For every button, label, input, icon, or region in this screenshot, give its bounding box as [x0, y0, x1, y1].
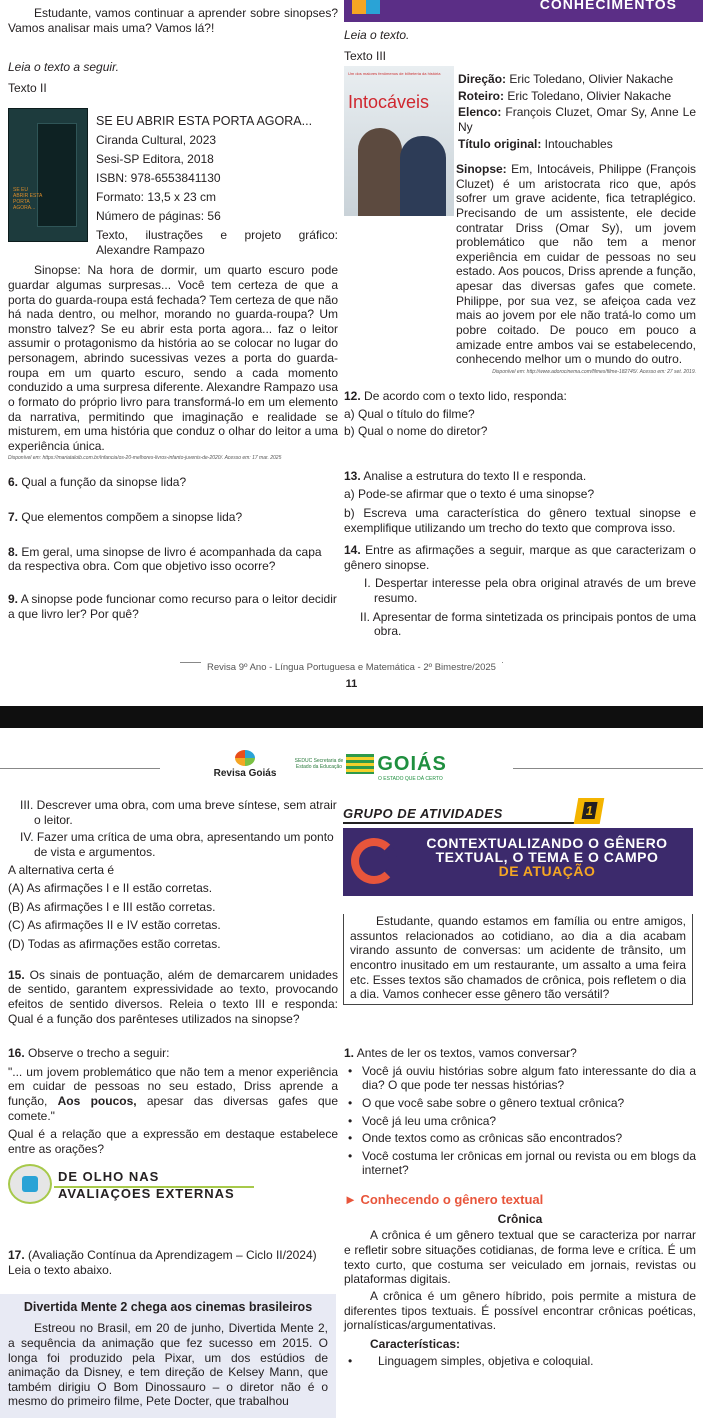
page-footer [0, 662, 703, 674]
question-12-text: De acordo com o texto lido, responda: [364, 388, 567, 403]
direcao-label: Direção: [458, 72, 507, 86]
news-body: Estreou no Brasil, em 20 de junho, Divertida Mente 2, a sequência da animação que fez sucesso em 2015. O longa foi produzido pela Pixar, um dos estúdios de animação da Disney, e tem direção de Kelsey Mann, que também dirigiu O Bom Dinossauro – o diretor não é o mesmo do primeiro filme, Pete Docter, que trabalhou [8, 1321, 328, 1409]
question-9 [8, 592, 338, 621]
revisa-logo-icon [235, 750, 255, 766]
question-8 [8, 545, 338, 574]
quote-part-1: "... um jovem problemático que não tem a menor experiência em cuidar de pessoas no seu estado, Driss aprende a função, [8, 1064, 338, 1108]
banner-title: CONHECIMENTOS [539, 0, 677, 12]
question-13-text: Analise a estrutura do texto II e responda. [363, 468, 587, 483]
cronica-title: Crônica [497, 1211, 543, 1226]
contextualizando-banner [343, 828, 693, 896]
olho-line-1: DE OLHO NAS [58, 1169, 160, 1184]
book-publisher: Ciranda Cultural, 2023 [96, 133, 217, 147]
movie-source: Disponível em: http://www.adorocinema.com/filmes/filme-182745/. Acesso em: 27 set. 2019. [492, 368, 696, 375]
titulo-label: Título original: [458, 136, 542, 151]
question-1-text: Antes de ler os textos, vamos conversar? [356, 1046, 577, 1060]
page2-left-column [8, 798, 338, 1157]
contextualizando-paragraph: Estudante, quando estamos em família ou entre amigos, assuntos relacionados ao cotidiano, ao dia a dia acabam virando assunto de conversas: um acidente de trânsito, um encontro inusitado em um restaurante, um assalto a uma feira etc. Esses textos são chamados de crônica, pois refletem o dia a dia. Vamos conhecer esse gênero tão versátil? [350, 914, 686, 1002]
question-8-text: Em geral, uma sinopse de livro é acompanhada da capa da respectiva obra. Com que objetivo isso ocorre? [8, 544, 322, 574]
question-1 [344, 1046, 696, 1061]
page1-right-column [344, 28, 696, 63]
caracteristica-1: • Linguagem simples, objetiva e coloquial. [344, 1354, 696, 1369]
question-12 [344, 389, 696, 404]
item-iv: IV. Fazer uma crítica de uma obra, apresentando um ponto de vista e argumentos. [20, 830, 334, 859]
book-synopsis: Sinopse: Na hora de dormir, um quarto escuro pode guardar algumas surpresas... Você tem certeza de que a porta do guarda-roupa está fechada? Tem certeza de que não há nada dentro, ou melhor, morando no guarda-roupa? Um monstro talvez? Se eu abrir esta porta agora... faz o leitor assumir o protagonismo da história ao se colocar no lugar do personagem, abrindo sucessivas vezes a porta do guarda-roupa em um quarto escuro, sendo a cada momento conduzido a uma surpresa diferente. Alexandre Rampazo usa o formato do próprio livro para transformá-lo em um elemento da narrativa, permitindo que imaginação e realidade se misturem, em uma história que conduz o olhar do leitor a uma experiência única. [8, 263, 339, 453]
question-6-number: 6. [8, 475, 19, 490]
book-cover-title: SE EU ABRIR ESTA PORTA AGORA... [13, 187, 43, 211]
cronica-paragraph-1: A crônica é um gênero textual que se caracteriza por narrar e refletir sobre situações cotidianas, de forma leve e crítica. É um texto curto, que costuma ser veiculado em jornais, revistas ou plataformas digitais. [344, 1228, 696, 1287]
book-source: Disponível em: https://mariataloib.com.br/infancia/os-20-melhores-livros-infanto-juvenis-de-2020/. Acesso em: 17 mar. 2025 [8, 455, 282, 462]
movie-titulo [458, 137, 696, 152]
ctx-line-3: DE ATUAÇÃO [498, 863, 596, 879]
question-6-text: Qual a função da sinopse lida? [21, 475, 187, 490]
question-16 [8, 1046, 338, 1061]
book-credits: Texto, ilustrações e projeto gráfico: Alexandre Rampazo [96, 228, 338, 257]
conhecendo-heading: ► Conhecendo o gênero textual [344, 1192, 544, 1207]
question-7-text: Que elementos compõem a sinopse lida? [21, 510, 243, 525]
bullet-3: • Você já leu uma crônica? [344, 1114, 696, 1129]
target-icon [8, 1164, 52, 1204]
question-7 [8, 510, 338, 525]
book-format: Formato: 13,5 x 23 cm [96, 190, 217, 204]
door-illustration [37, 123, 77, 227]
question-9-number: 9. [8, 591, 19, 606]
movie-synopsis-block [344, 162, 696, 639]
question-8-number: 8. [8, 544, 19, 559]
ctx-line-2: TEXTUAL, O TEMA E O CAMPO [435, 849, 659, 865]
revisa-logo-text: Revisa Goiás [213, 768, 277, 779]
header-divider-right [513, 768, 703, 769]
movie-elenco [458, 105, 696, 134]
read-prompt: Leia o texto a seguir. [8, 60, 119, 75]
page-12 [0, 728, 703, 1418]
alternative-c: (C) As afirmações II e IV estão corretas. [8, 918, 221, 933]
book-editor: Sesi-SP Editora, 2018 [96, 152, 214, 166]
cycle-arrow-icon [351, 838, 397, 884]
page2-right-column [344, 1046, 696, 1369]
alternative-a: (A) As afirmações I e II estão corretas. [8, 881, 213, 896]
caracteristicas-heading: Características: [370, 1336, 461, 1351]
question-15 [8, 968, 338, 1027]
alternative-b: (B) As afirmações I e III estão corretas. [8, 899, 216, 914]
book-isbn: ISBN: 978-6553841130 [96, 171, 221, 185]
texto-ii-label: Texto II [8, 80, 47, 95]
question-17-sub: Leia o texto abaixo. [8, 1262, 113, 1277]
item-iii: III. Descrever uma obra, com uma breve síntese, sem atrair o leitor. [20, 798, 337, 827]
book-info [96, 112, 338, 226]
question-13-number: 13. [344, 468, 361, 483]
cronica-paragraph-2: A crônica é um gênero híbrido, pois permite a mistura de diferentes tipos textuais. É possível encontrar crônicas poéticas, jornalísticas/argumentativas. [344, 1288, 696, 1333]
header-divider-left [0, 768, 160, 769]
movie-synopsis [344, 162, 696, 367]
question-17-block [8, 1248, 338, 1277]
page-11 [0, 0, 703, 706]
book-title: SE EU ABRIR ESTA PORTA AGORA... [96, 114, 313, 128]
bullet-1: • Você já ouviu histórias sobre algum fato interessante do dia a dia? O que pode ter nessas histórias? [344, 1064, 696, 1093]
bullet-2: • O que você sabe sobre o gênero textual crônica? [344, 1096, 696, 1111]
question-1-number: 1. [344, 1046, 355, 1060]
titulo-value: Intouchables [544, 136, 613, 151]
grupo-title: GRUPO DE ATIVIDADES [343, 806, 503, 821]
sinopse-label: Sinopse: [456, 162, 507, 176]
question-15-number: 15. [8, 967, 25, 982]
question-9-text: A sinopse pode funcionar como recurso para o leitor decidir a que livro ler? Por quê? [8, 591, 337, 621]
question-13b: b) Escreva uma característica do gênero textual sinopse e exemplifique utilizando um trecho do texto que comprova isso. [344, 505, 696, 535]
book-cover [8, 108, 88, 242]
grupo-number: 1 [582, 802, 598, 819]
question-16-number: 16. [8, 1046, 25, 1061]
question-17 [8, 1248, 338, 1263]
question-16-prompt: Qual é a relação que a expressão em destaque estabelece entre as orações? [8, 1127, 338, 1156]
revisa-goias-logo [200, 750, 290, 780]
alternative-d: (D) Todas as afirmações estão corretas. [8, 937, 221, 951]
seduc-logo: SEDUC Secretaria de Estado da Educação [294, 758, 344, 770]
grupo-number-badge [574, 798, 605, 824]
news-title: Divertida Mente 2 chega aos cinemas brasileiros [23, 1300, 313, 1314]
bullet-5: • Você costuma ler crônicas em jornal ou revista ou em blogs da internet? [344, 1149, 696, 1178]
news-box [0, 1294, 336, 1418]
goias-flag-icon [346, 754, 374, 774]
contextualizando-text-box [343, 914, 693, 1005]
footer-text: Revisa 9º Ano - Língua Portuguesa e Matemática - 2º Bimestre/2025 [201, 662, 502, 673]
question-12-number: 12. [344, 388, 361, 403]
olho-line-2: AVALIAÇÕES EXTERNAS [58, 1186, 235, 1201]
elenco-value: François Cluzet, Omar Sy, Anne Le Ny [458, 105, 696, 134]
page-separator [0, 706, 703, 728]
question-13a: a) Pode-se afirmar que o texto é uma sinopse? [344, 487, 595, 502]
question-12a: a) Qual o título do filme? [344, 407, 475, 422]
question-7-number: 7. [8, 510, 19, 525]
quote-highlight: Aos poucos, [57, 1094, 137, 1108]
question-16-text: Observe o trecho a seguir: [28, 1046, 170, 1061]
question-14 [344, 543, 696, 572]
texto-iii-label: Texto III [344, 48, 387, 63]
read-text-prompt: Leia o texto. [344, 28, 410, 42]
grupo-de-atividades-header [343, 803, 595, 824]
quote-part-2: apesar das diversas gafes que comete." [8, 1094, 338, 1123]
direcao-value: Eric Toledano, Olivier Nakache [509, 72, 674, 86]
roteiro-label: Roteiro: [458, 88, 504, 103]
banner-blue-block [366, 0, 380, 14]
sinopse-text: Em, Intocáveis, Philippe (François Cluzet) é um aristocrata rico que, após sofrer um grave acidente, fica tetraplégico. Precisando de um assistente, ele decide contratar Driss (Omar Sy), um jovem problemático que não tem a menor experiência em cuidar de pessoas no seu estado. Aos poucos, Driss aprende a função, apesar das diversas gafes que comete. Philippe, por sua vez, se afeiçoa cada vez mais ao jovem por ele não tratá-lo como um pobre coitado. De pouco em pouco a amizade entre ambos vai se estabelecendo, conhecendo melhor um o mundo do outro. [456, 162, 696, 367]
banner-orange-block [352, 0, 366, 14]
book-pages: Número de páginas: 56 [96, 209, 221, 223]
question-14-text: Entre as afirmações a seguir, marque as que caracterizam o gênero sinopse. [344, 543, 696, 572]
conhecimentos-banner [344, 0, 703, 22]
alternative-prompt: A alternativa certa é [8, 862, 115, 877]
goias-logo [346, 752, 476, 782]
page-number: 11 [345, 678, 358, 690]
page1-left-body [8, 228, 338, 621]
question-17-number: 17. [8, 1248, 25, 1262]
contextualizando-title [407, 836, 687, 878]
movie-direcao [458, 72, 696, 87]
poster-title: Intocáveis [348, 92, 430, 112]
page1-left-column [8, 6, 338, 96]
question-16-quote [8, 1065, 338, 1124]
roteiro-value: Eric Toledano, Olivier Nakache [507, 88, 672, 103]
movie-info [458, 72, 696, 151]
question-17-text: (Avaliação Contínua da Aprendizagem – Ciclo II/2024) [28, 1248, 317, 1262]
poster-tagline: Um dos maiores fenômenos de bilheteria da história [348, 71, 441, 76]
goias-logo-text: GOIÁS [377, 753, 447, 775]
ctx-line-1: CONTEXTUALIZANDO O GÊNERO [426, 835, 668, 851]
movie-roteiro [458, 89, 696, 104]
intro-text: Estudante, vamos continuar a aprender sobre sinopses? Vamos analisar mais uma? Vamos lá?! [8, 6, 338, 35]
question-15-text: Os sinais de pontuação, além de demarcarem unidades de sentido, garantem expressividade ao texto, provocando efeitos de sentido diversos. Releia o texto III e responda: Qual é a função dos parênteses utilizados na sinopse? [8, 967, 338, 1026]
question-14-number: 14. [344, 543, 361, 558]
elenco-label: Elenco: [458, 105, 502, 120]
question-13 [344, 469, 696, 484]
question-14-item-1: I. Despertar interesse pela obra original através de um breve resumo. [364, 576, 696, 606]
bullet-4: • Onde textos como as crônicas são encontrados? [344, 1131, 696, 1146]
goias-logo-subtitle: O ESTADO QUE DÁ CERTO [378, 776, 443, 783]
olho-underline [54, 1186, 254, 1188]
question-6 [8, 475, 338, 490]
question-14-item-2: II. Apresentar de forma sintetizada os principais pontos de uma obra. [360, 609, 696, 639]
question-12b: b) Qual o nome do diretor? [344, 424, 488, 439]
olho-title [58, 1168, 235, 1202]
